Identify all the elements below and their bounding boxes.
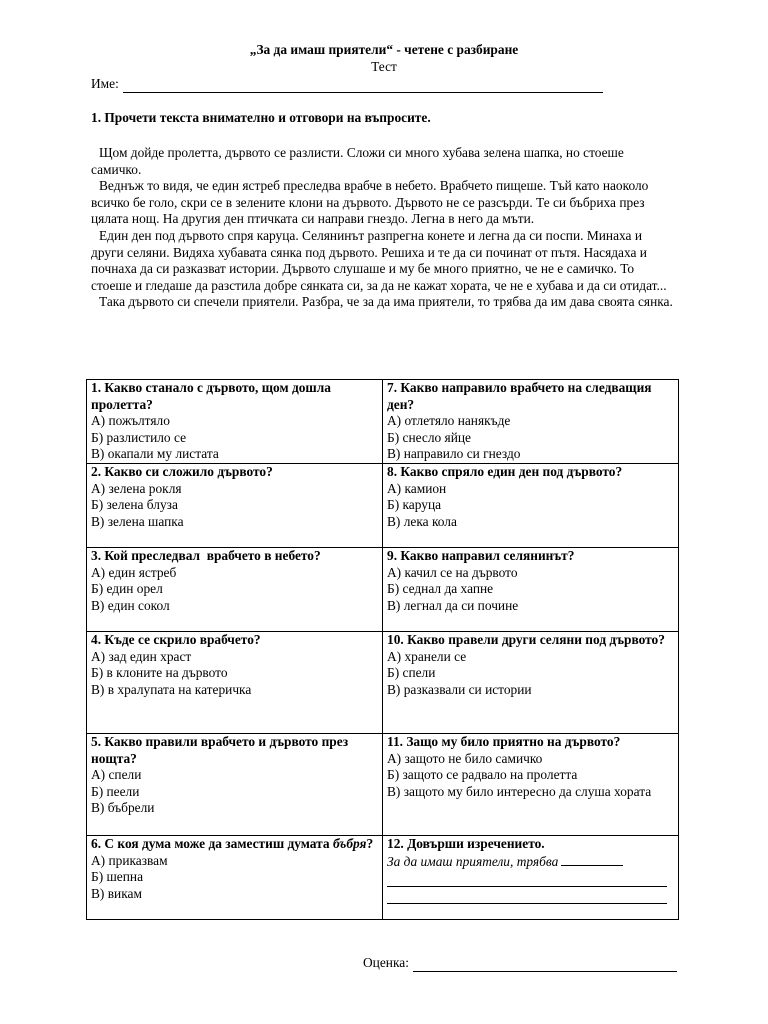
question-cell-12 [383, 836, 679, 920]
page-subtitle: Тест [371, 59, 397, 74]
table-row [87, 734, 679, 836]
answer-option-c[interactable]: В) викам [91, 885, 142, 901]
name-input-line[interactable] [123, 79, 603, 93]
question-cell-11 [383, 734, 679, 836]
sentence-completion [387, 853, 675, 871]
answer-option-a[interactable]: А) зад един храст [91, 648, 192, 664]
answer-option-c[interactable]: В) направило си гнездо [387, 446, 521, 462]
answer-option-c[interactable]: В) зелена шапка [91, 513, 184, 529]
answer-option-c[interactable]: В) защото му било интересно да слуша хората [387, 783, 652, 799]
answer-option-b[interactable]: Б) един орел [91, 581, 163, 597]
answer-option-a[interactable]: А) камион [387, 480, 447, 496]
answer-option-b[interactable]: Б) защото се радвало на пролетта [387, 767, 578, 783]
question-text: 8. Какво спряло един ден под дървото? [387, 464, 623, 479]
answer-option-c[interactable]: В) бъбрели [91, 800, 155, 816]
answer-option-b[interactable]: Б) шепна [91, 869, 144, 885]
answer-option-b[interactable]: Б) каруца [387, 497, 442, 513]
answer-option-c[interactable]: В) разказвали си истории [387, 681, 532, 697]
name-field[interactable] [91, 76, 603, 93]
answer-option-c[interactable]: В) легнал да си почине [387, 597, 519, 613]
answer-option-a[interactable]: А) защото не било самичко [387, 750, 543, 766]
question-cell-7 [383, 380, 679, 464]
answer-line[interactable] [387, 887, 667, 904]
answer-option-b[interactable]: Б) в клоните на дървото [91, 665, 228, 681]
question-text: 12. Довърши изречението. [387, 836, 545, 851]
question-text: 7. Какво направило врабчето на следващия ден? [387, 380, 652, 412]
question-cell-5 [87, 734, 383, 836]
question-cell-1 [87, 380, 383, 464]
page-title: „За да имаш приятели“ - четене с разбиране [249, 42, 519, 57]
question-text: 3. Кой преследвал врабчето в небето? [91, 548, 321, 563]
story-text [91, 145, 677, 311]
answer-option-c[interactable]: В) лека кола [387, 513, 457, 529]
question-text-main: 6. С коя дума може да заместиш думата [91, 836, 330, 851]
answer-option-c[interactable]: В) един сокол [91, 597, 170, 613]
answer-option-c[interactable]: В) в хралупата на катеричка [91, 681, 252, 697]
answer-option-a[interactable]: А) пожълтяло [91, 413, 170, 429]
story-paragraph: Така дървото си спечели приятели. Разбра, че за да има приятели, то трябва да им дава своята сянка. [99, 294, 673, 310]
questions-table [86, 379, 679, 920]
question-cell-9 [383, 548, 679, 632]
answer-option-b[interactable]: Б) пеели [91, 783, 140, 799]
question-cell-10 [383, 632, 679, 734]
grade-field [363, 955, 677, 972]
question-cell-4 [87, 632, 383, 734]
question-text: 10. Какво правели други селяни под дървото? [387, 632, 665, 647]
answer-option-b[interactable]: Б) разлистило се [91, 429, 187, 445]
table-row [87, 836, 679, 920]
answer-option-b[interactable]: Б) спели [387, 665, 436, 681]
answer-option-a[interactable]: А) зелена рокля [91, 480, 182, 496]
question-text [91, 836, 379, 853]
answer-option-b[interactable]: Б) седнал да хапне [387, 581, 494, 597]
answer-line[interactable] [387, 870, 667, 887]
question-cell-8 [383, 464, 679, 548]
answer-option-a[interactable]: А) качил се на дървото [387, 564, 518, 580]
table-row [87, 464, 679, 548]
answer-option-a[interactable]: А) хранели се [387, 648, 467, 664]
answer-option-b[interactable]: Б) снесло яйце [387, 429, 471, 445]
answer-option-a[interactable]: А) спели [91, 767, 142, 783]
grade-label: Оценка: [363, 955, 409, 970]
question-cell-3 [87, 548, 383, 632]
story-paragraph: Веднъж то видя, че един ястреб преследва врабче в небето. Врабчето пищеше. Тъй като наоколо всичко бе голо, скри се в зелените клони на дървото. Дървото не се разсърди. Те си бъбриха през цялата нощ. На другия ден птичката си направи гнездо. Легна в него да мъти. [91, 178, 649, 227]
question-keyword: бъбря [332, 836, 367, 851]
question-text: 5. Какво правили врабчето и дървото през нощта? [91, 734, 349, 766]
answer-option-a[interactable]: А) отлетяло нанякъде [387, 413, 511, 429]
answer-blank[interactable] [561, 853, 623, 866]
table-row [87, 380, 679, 464]
answer-option-c[interactable]: В) окапали му листата [91, 446, 219, 462]
grade-line [413, 958, 677, 972]
question-text: 11. Защо му било приятно на дървото? [387, 734, 621, 749]
answer-option-b[interactable]: Б) зелена блуза [91, 497, 178, 513]
question-text: 1. Какво станало с дървото, щом дошла пролетта? [91, 380, 331, 412]
answer-option-a[interactable]: А) приказвам [91, 852, 168, 868]
table-row [87, 632, 679, 734]
task-heading: 1. Прочети текста внимателно и отговори на въпросите. [91, 110, 431, 125]
question-text: 2. Какво си сложило дървото? [91, 464, 273, 479]
table-row [87, 548, 679, 632]
question-cell-2 [87, 464, 383, 548]
answer-option-a[interactable]: А) един ястреб [91, 564, 177, 580]
story-paragraph: Един ден под дървото спря каруца. Селянинът разпрегна конете и легна да си поспи. Минаха и други селяни. Видяха хубавата сянка под дървото. Решиха и те да си починат от пътя. Насядаха и почнаха да си разказват истории. Дървото слушаше и му бе много приятно, че не е самичко. То стоеше и гледаше да разстила добре сянката си, за да не кажат хората, че не е хубава и да си отидат... [91, 227, 667, 293]
question-text: 4. Къде се скрило врабчето? [91, 632, 261, 647]
story-paragraph: Щом дойде пролетта, дървото се разлисти. Сложи си много хубава зелена шапка, но стоеше самичко. [91, 145, 624, 177]
sentence-prompt: За да имаш приятели, трябва [387, 853, 559, 869]
question-mark: ? [366, 836, 374, 851]
name-label: Име: [91, 76, 119, 91]
question-cell-6 [87, 836, 383, 920]
question-text: 9. Какво направил селянинът? [387, 548, 575, 563]
